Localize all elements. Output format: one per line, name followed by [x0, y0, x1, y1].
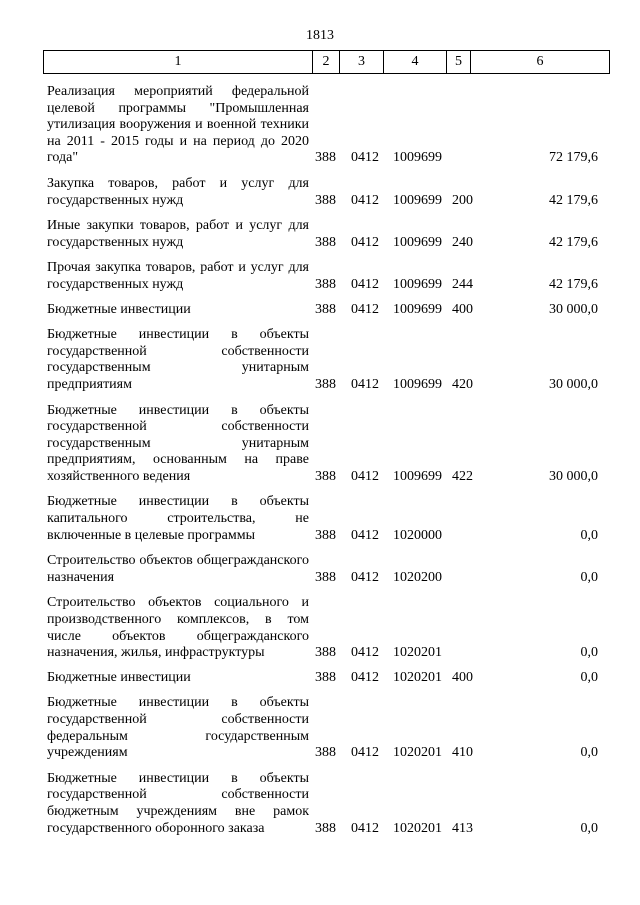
row-expense-type-code: 410: [452, 745, 473, 761]
column-header-1: 1: [44, 51, 313, 74]
table-row: [0, 403, 640, 486]
row-description: Реализация мероприятий федеральной целевой программы "Промышленная утилизация вооружения и военной техники на 2011 - 2015 годы и на период до 2020 года": [47, 84, 309, 166]
row-description: Бюджетные инвестиции в объекты государственной собственности бюджетным учреждениям вне рамок государственного оборонного заказа: [47, 770, 309, 836]
row-target-code: 1020000: [393, 527, 442, 543]
row-department-code: 388: [315, 301, 336, 317]
column-header-3: 3: [340, 51, 384, 74]
column-header-5: 5: [447, 51, 471, 74]
row-department-code: 388: [315, 150, 336, 166]
table-row: [0, 670, 640, 687]
row-target-code: 1020201: [393, 645, 442, 661]
row-expense-type-code: 413: [452, 820, 473, 836]
row-section-code: 0412: [351, 376, 379, 392]
row-department-code: 388: [315, 669, 336, 685]
row-target-code: 1009699: [393, 150, 442, 166]
column-header-2: 2: [313, 51, 340, 74]
row-amount: 30 000,0: [549, 301, 598, 317]
row-department-code: 388: [315, 234, 336, 250]
row-amount: 30 000,0: [549, 376, 598, 392]
row-section-code: 0412: [351, 192, 379, 208]
table-row: [0, 302, 640, 319]
budget-rows: [0, 84, 640, 837]
row-section-code: 0412: [351, 150, 379, 166]
row-expense-type-code: 400: [452, 669, 473, 685]
row-expense-type-code: 200: [452, 192, 473, 208]
row-target-code: 1009699: [393, 234, 442, 250]
row-section-code: 0412: [351, 669, 379, 685]
row-department-code: 388: [315, 569, 336, 585]
row-expense-type-code: 240: [452, 234, 473, 250]
row-target-code: 1020201: [393, 745, 442, 761]
row-department-code: 388: [315, 192, 336, 208]
table-row: [0, 494, 640, 544]
row-section-code: 0412: [351, 820, 379, 836]
row-description: Строительство объектов общегражданского назначения: [47, 553, 309, 585]
row-target-code: 1009699: [393, 468, 442, 484]
row-target-code: 1009699: [393, 276, 442, 292]
row-amount: 30 000,0: [549, 468, 598, 484]
table-row: [0, 218, 640, 251]
row-description: Строительство объектов социального и производственного комплексов, в том числе объектов общегражданского назначения, жилья, инфраструктуры: [47, 595, 309, 661]
table-row: [0, 595, 640, 661]
row-description: Бюджетные инвестиции в объекты государственной собственности государственным унитарным предприятиям: [47, 327, 309, 392]
table-row: [0, 553, 640, 586]
row-section-code: 0412: [351, 569, 379, 585]
row-target-code: 1009699: [393, 376, 442, 392]
row-expense-type-code: 400: [452, 301, 473, 317]
row-section-code: 0412: [351, 527, 379, 543]
table-row: [0, 695, 640, 761]
row-section-code: 0412: [351, 234, 379, 250]
row-expense-type-code: 244: [452, 276, 473, 292]
row-amount: 0,0: [580, 745, 598, 761]
row-description: Иные закупки товаров, работ и услуг для государственных нужд: [47, 218, 309, 250]
row-section-code: 0412: [351, 645, 379, 661]
row-department-code: 388: [315, 276, 336, 292]
row-department-code: 388: [315, 468, 336, 484]
row-description: Бюджетные инвестиции: [47, 301, 191, 317]
row-section-code: 0412: [351, 301, 379, 317]
column-header-4: 4: [384, 51, 447, 74]
row-department-code: 388: [315, 645, 336, 661]
row-target-code: 1009699: [393, 192, 442, 208]
row-amount: 42 179,6: [549, 234, 598, 250]
page-number: 1813: [306, 28, 334, 43]
table-row: [0, 84, 640, 167]
row-department-code: 388: [315, 527, 336, 543]
row-amount: 42 179,6: [549, 276, 598, 292]
row-section-code: 0412: [351, 276, 379, 292]
row-description: Бюджетные инвестиции в объекты государственной собственности государственным унитарным предприятиям, основанным на праве хозяйственного ведения: [47, 402, 309, 484]
row-description: Бюджетные инвестиции: [47, 669, 191, 685]
table-row: [0, 327, 640, 393]
row-section-code: 0412: [351, 468, 379, 484]
row-amount: 0,0: [580, 669, 598, 685]
row-target-code: 1020201: [393, 669, 442, 685]
row-expense-type-code: 422: [452, 468, 473, 484]
row-department-code: 388: [315, 376, 336, 392]
row-expense-type-code: 420: [452, 376, 473, 392]
row-amount: 0,0: [580, 820, 598, 836]
row-description: Прочая закупка товаров, работ и услуг для государственных нужд: [47, 260, 309, 292]
table-row: [0, 176, 640, 209]
row-department-code: 388: [315, 745, 336, 761]
row-target-code: 1020200: [393, 569, 442, 585]
row-description: Бюджетные инвестиции в объекты капитального строительства, не включенные в целевые программы: [47, 494, 309, 543]
row-department-code: 388: [315, 820, 336, 836]
row-description: Бюджетные инвестиции в объекты государственной собственности федеральным государственным учреждениям: [47, 695, 309, 761]
column-header-table: [43, 50, 610, 74]
table-row: [0, 260, 640, 293]
row-amount: 0,0: [580, 527, 598, 543]
row-section-code: 0412: [351, 745, 379, 761]
row-amount: 72 179,6: [549, 150, 598, 166]
row-description: Закупка товаров, работ и услуг для государственных нужд: [47, 175, 309, 208]
row-amount: 0,0: [580, 645, 598, 661]
row-target-code: 1009699: [393, 301, 442, 317]
row-amount: 0,0: [580, 569, 598, 585]
row-amount: 42 179,6: [549, 192, 598, 208]
column-header-6: 6: [471, 51, 610, 74]
row-target-code: 1020201: [393, 820, 442, 836]
table-row: [0, 771, 640, 837]
